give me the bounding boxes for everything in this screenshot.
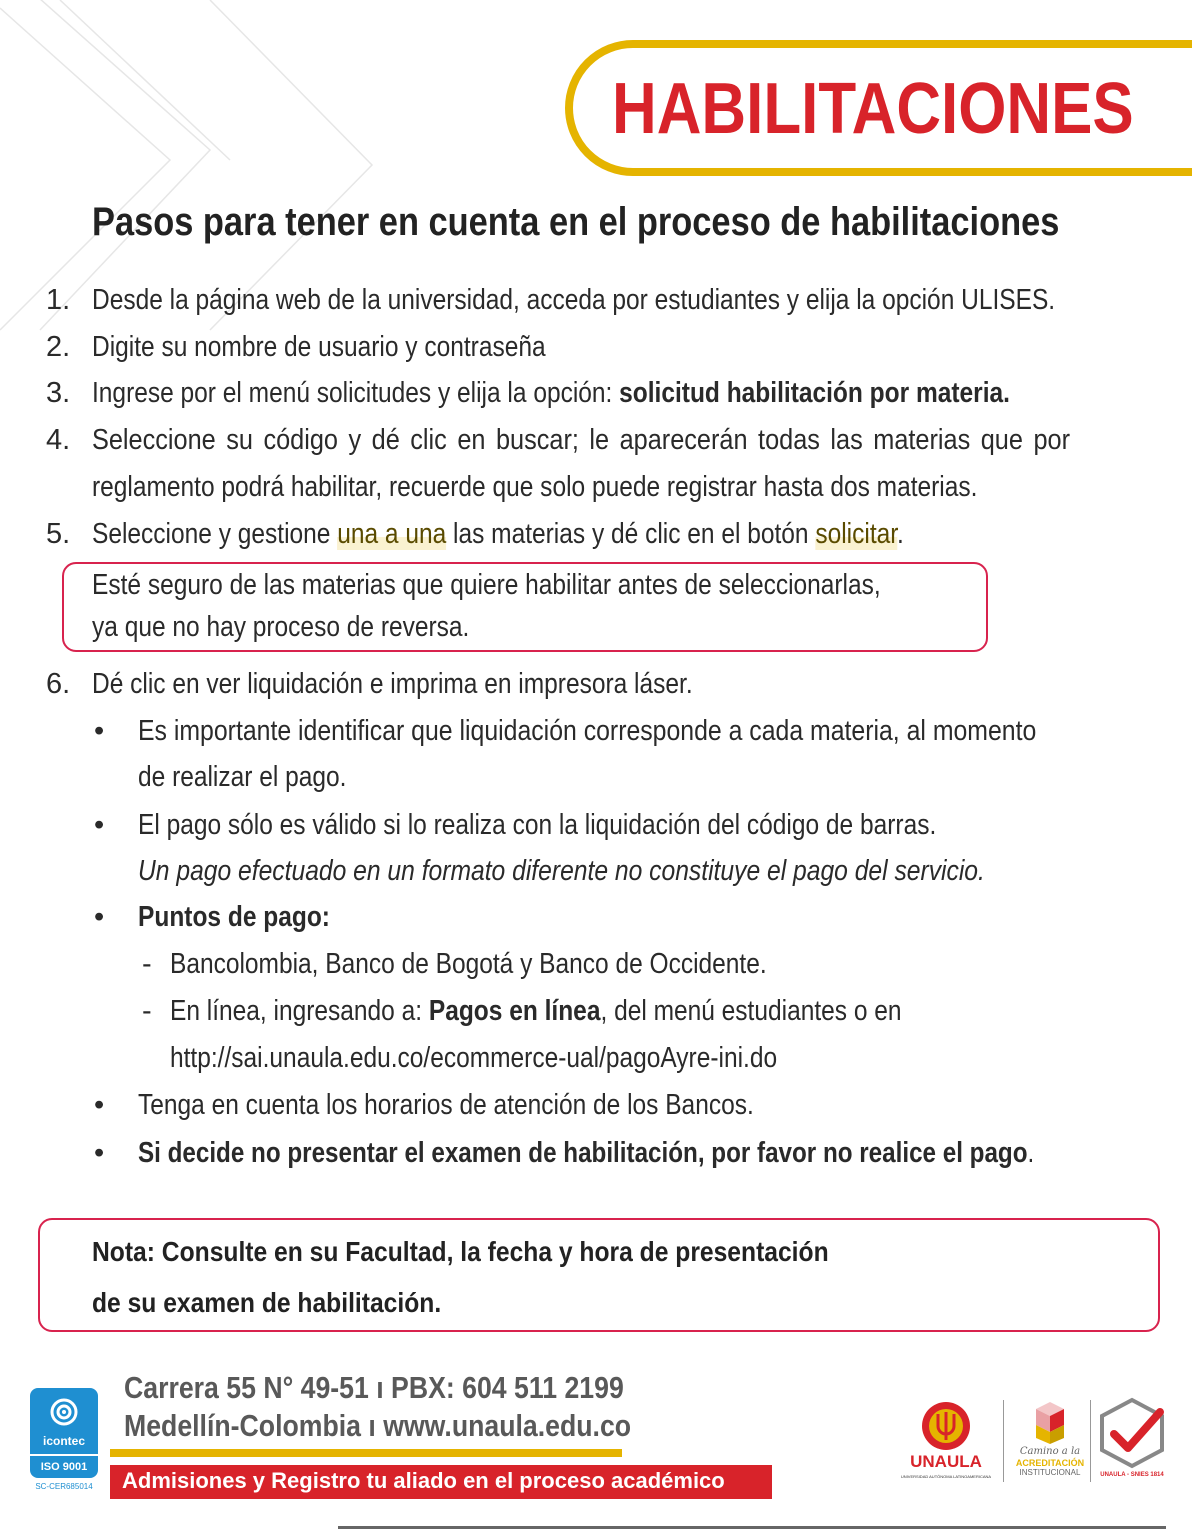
bullet-icon: • [94, 1089, 105, 1121]
bullet-icon: • [94, 715, 105, 747]
note-line-1: Nota: Consulte en su Facultad, la fecha y hora de presentación [92, 1236, 829, 1267]
bullet-icon: • [94, 1137, 105, 1169]
icontec-label: icontec [42, 1434, 85, 1448]
step-text: . [897, 518, 904, 550]
step-emphasis: solicitud habilitación por materia. [619, 377, 1010, 409]
step-text: las materias y dé clic en el botón [446, 518, 816, 550]
dash-icon: - [142, 948, 152, 980]
acred-text-3: INSTITUCIONAL [1019, 1468, 1081, 1477]
step-text: Seleccione su código y dé clic en buscar; le aparecerán todas las materias que por [92, 424, 1071, 456]
note-line-2: de su examen de habilitación. [92, 1287, 442, 1318]
acreditacion-logo [1012, 1398, 1088, 1488]
bullet-icon: • [94, 809, 105, 841]
step-number: 1. [46, 284, 71, 316]
cubes-icon [1012, 1398, 1088, 1446]
snies-text: UNAULA - SNIES 1814 [1100, 1472, 1164, 1478]
step-text: Digite su nombre de usuario y contraseña [92, 331, 546, 363]
unaula-subtitle: UNIVERSIDAD AUTÓNOMA LATINOAMERICANA [900, 1474, 992, 1479]
page-subtitle: Pasos para tener en cuenta en el proceso de habilitaciones [92, 200, 1060, 244]
checkmark-hexagon-icon [1094, 1396, 1170, 1472]
footer-tagline-bar [110, 1465, 772, 1499]
footer-city-web: Medellín-Colombia ı www.unaula.edu.co [124, 1408, 632, 1443]
footer-address: Carrera 55 N° 49-51 ı PBX: 604 511 2199 [124, 1370, 624, 1405]
snies-logo [1094, 1396, 1170, 1490]
bullet-icon: • [94, 901, 105, 933]
step-text: Seleccione y gestione [92, 518, 338, 550]
page-title: HABILITACIONES [612, 69, 1134, 149]
icontec-icon [30, 1388, 98, 1434]
iso-label: ISO 9001 [30, 1456, 98, 1478]
unaula-logo [900, 1400, 992, 1490]
logo-separator [1003, 1400, 1004, 1482]
payment-link-label: Pagos en línea [428, 995, 601, 1027]
unaula-emblem-icon [900, 1400, 992, 1454]
unaula-wordmark: UNAULA [910, 1452, 982, 1471]
cert-code: SC-CER685014 [35, 1482, 93, 1491]
acred-text-2: ACREDITACIÓN [1015, 1458, 1085, 1468]
logo-separator [1090, 1400, 1091, 1482]
step-number: 3. [46, 377, 71, 409]
footer-rule [338, 1526, 1166, 1529]
step-text: Dé clic en ver liquidación e imprima en impresora láser. [92, 668, 693, 700]
footer-yellow-bar [110, 1449, 622, 1457]
icontec-badge [30, 1388, 98, 1502]
highlight-text: solicitar [815, 518, 898, 550]
step-number: 4. [46, 424, 71, 456]
footer-tagline: Admisiones y Registro tu aliado en el proceso académico [122, 1468, 725, 1493]
step-text: Desde la página web de la universidad, acceda por estudiantes y elija la opción ULISES. [92, 284, 1056, 316]
highlight-text: una a una [337, 518, 447, 550]
step-text: Ingrese por el menú solicitudes y elija la opción: [92, 377, 620, 409]
step-number: 2. [46, 331, 71, 363]
step-text: reglamento podrá habilitar, recuerde que solo puede registrar hasta dos materias. [92, 471, 978, 503]
step-number: 6. [46, 668, 71, 700]
dash-icon: - [142, 995, 152, 1027]
acred-text-1: Camino a la [1019, 1446, 1081, 1457]
step-number: 5. [46, 518, 71, 550]
